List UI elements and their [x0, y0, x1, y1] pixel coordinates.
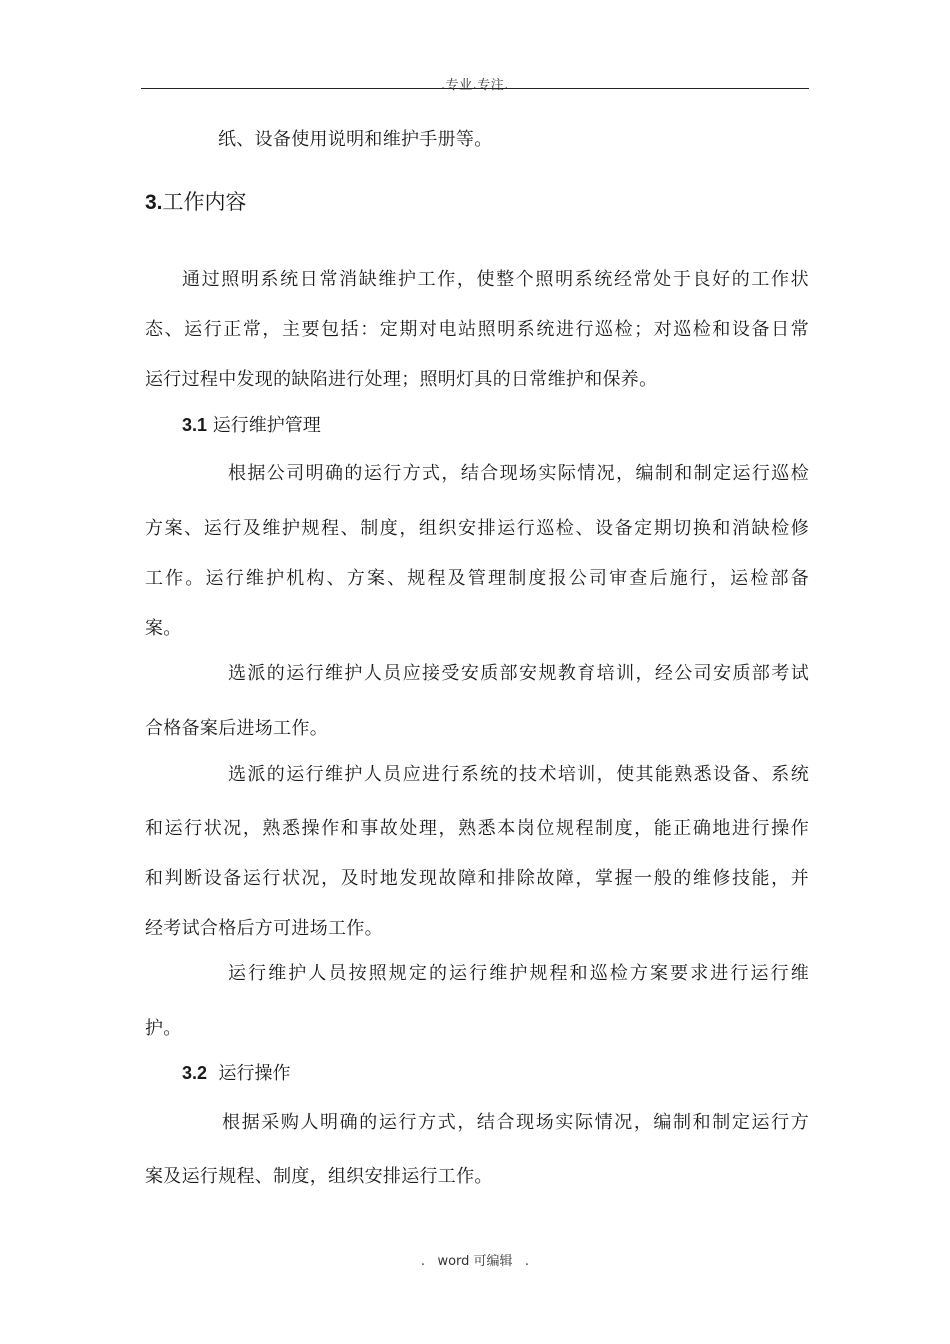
heading-3-2: [182, 1061, 290, 1086]
paragraph-line: 纸、设备使用说明和维护手册等。: [218, 129, 493, 150]
paragraph-line: 案及运行规程、制度，组织安排运行工作。: [145, 1166, 493, 1187]
paragraph-line: 通过照明系统日常消缺维护工作，使整个照明系统经常处于良好的工作状: [182, 269, 809, 290]
heading-number: 3.1: [182, 415, 208, 435]
paragraph-line: 根据采购人明确的运行方式，结合现场实际情况，编制和制定运行方: [222, 1112, 809, 1133]
paragraph-line: 运行过程中发现的缺陷进行处理；照明灯具的日常维护和保养。: [145, 369, 658, 390]
heading-text: 工作内容: [162, 190, 247, 214]
paragraph-line: 护。: [145, 1018, 182, 1039]
paragraph-line: 根据公司明确的运行方式，结合现场实际情况，编制和制定运行巡检: [228, 463, 809, 484]
paragraph-line: 选派的运行维护人员应接受安质部安规教育培训，经公司安质部考试: [228, 663, 809, 684]
paragraph-line: 运行维护人员按照规定的运行维护规程和巡检方案要求进行运行维: [228, 963, 809, 984]
paragraph-line: 方案、运行及维护规程、制度，组织安排运行巡检、设备定期切换和消缺检修: [145, 518, 809, 539]
paragraph-line: 工作。运行维护机构、方案、规程及管理制度报公司审查后施行，运检部备: [145, 568, 809, 589]
paragraph-line: 选派的运行维护人员应进行系统的技术培训，使其能熟悉设备、系统: [228, 764, 809, 785]
paragraph-line: 经考试合格后方可进场工作。: [145, 918, 383, 939]
heading-3-1: [182, 413, 321, 438]
page-footer: . word 可编辑 .: [420, 1254, 530, 1269]
heading-3: [145, 188, 247, 217]
paragraph-line: 和运行状况，熟悉操作和事故处理，熟悉本岗位规程制度，能正确地进行操作: [145, 818, 809, 839]
paragraph-line: 态、运行正常，主要包括：定期对电站照明系统进行巡检；对巡检和设备日常: [145, 319, 809, 340]
paragraph-line: 案。: [145, 618, 182, 639]
heading-number: 3.: [145, 191, 163, 214]
heading-text: 运行操作: [218, 1063, 291, 1084]
page-header: .专业.专注.: [441, 78, 509, 93]
heading-number: 3.2: [182, 1063, 208, 1083]
heading-text: 运行维护管理: [212, 415, 321, 436]
paragraph-line: 和判断设备运行状况，及时地发现故障和排除故障，掌握一般的维修技能，并: [145, 868, 809, 889]
paragraph-line: 合格备案后进场工作。: [145, 718, 328, 739]
header-rule: [141, 88, 809, 89]
